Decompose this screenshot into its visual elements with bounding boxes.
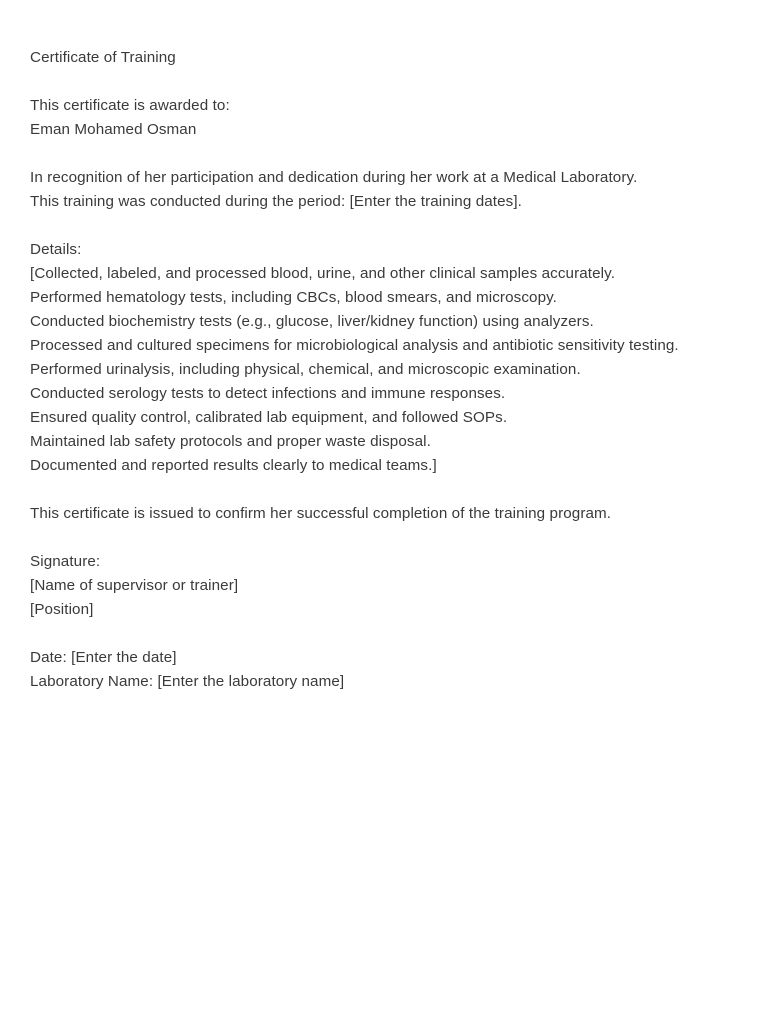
details-item: Performed urinalysis, including physical, chemical, and microscopic examination. — [30, 361, 581, 378]
spacer — [30, 478, 748, 502]
details-heading: Details: — [30, 241, 82, 258]
details-item: [Collected, labeled, and processed blood, urine, and other clinical samples accurately. — [30, 265, 616, 282]
spacer — [30, 70, 748, 94]
recipient-name: Eman Mohamed Osman — [30, 121, 197, 138]
confirmation-line: This certificate is issued to confirm her successful completion of the training program. — [30, 505, 612, 522]
signature-position: [Position] — [30, 601, 94, 618]
details-item: Documented and reported results clearly to medical teams.] — [30, 457, 437, 474]
signature-label: Signature: — [30, 553, 101, 570]
training-period-line: This training was conducted during the period: [Enter the training dates]. — [30, 193, 522, 210]
certificate-title: Certificate of Training — [30, 49, 176, 66]
laboratory-name-line: Laboratory Name: [Enter the laboratory name] — [30, 673, 345, 690]
date-line: Date: [Enter the date] — [30, 649, 177, 666]
recognition-line: In recognition of her participation and dedication during her work at a Medical Laboratory. — [30, 169, 638, 186]
details-item: Conducted biochemistry tests (e.g., glucose, liver/kidney function) using analyzers. — [30, 313, 594, 330]
details-item: Maintained lab safety protocols and proper waste disposal. — [30, 433, 431, 450]
details-item: Performed hematology tests, including CBCs, blood smears, and microscopy. — [30, 289, 557, 306]
details-item: Ensured quality control, calibrated lab equipment, and followed SOPs. — [30, 409, 508, 426]
spacer — [30, 622, 748, 646]
details-item: Conducted serology tests to detect infections and immune responses. — [30, 385, 506, 402]
spacer — [30, 526, 748, 550]
details-item: Processed and cultured specimens for microbiological analysis and antibiotic sensitivity testing. — [30, 337, 679, 354]
signature-name: [Name of supervisor or trainer] — [30, 577, 239, 594]
award-intro: This certificate is awarded to: — [30, 97, 230, 114]
spacer — [30, 214, 748, 238]
spacer — [30, 142, 748, 166]
